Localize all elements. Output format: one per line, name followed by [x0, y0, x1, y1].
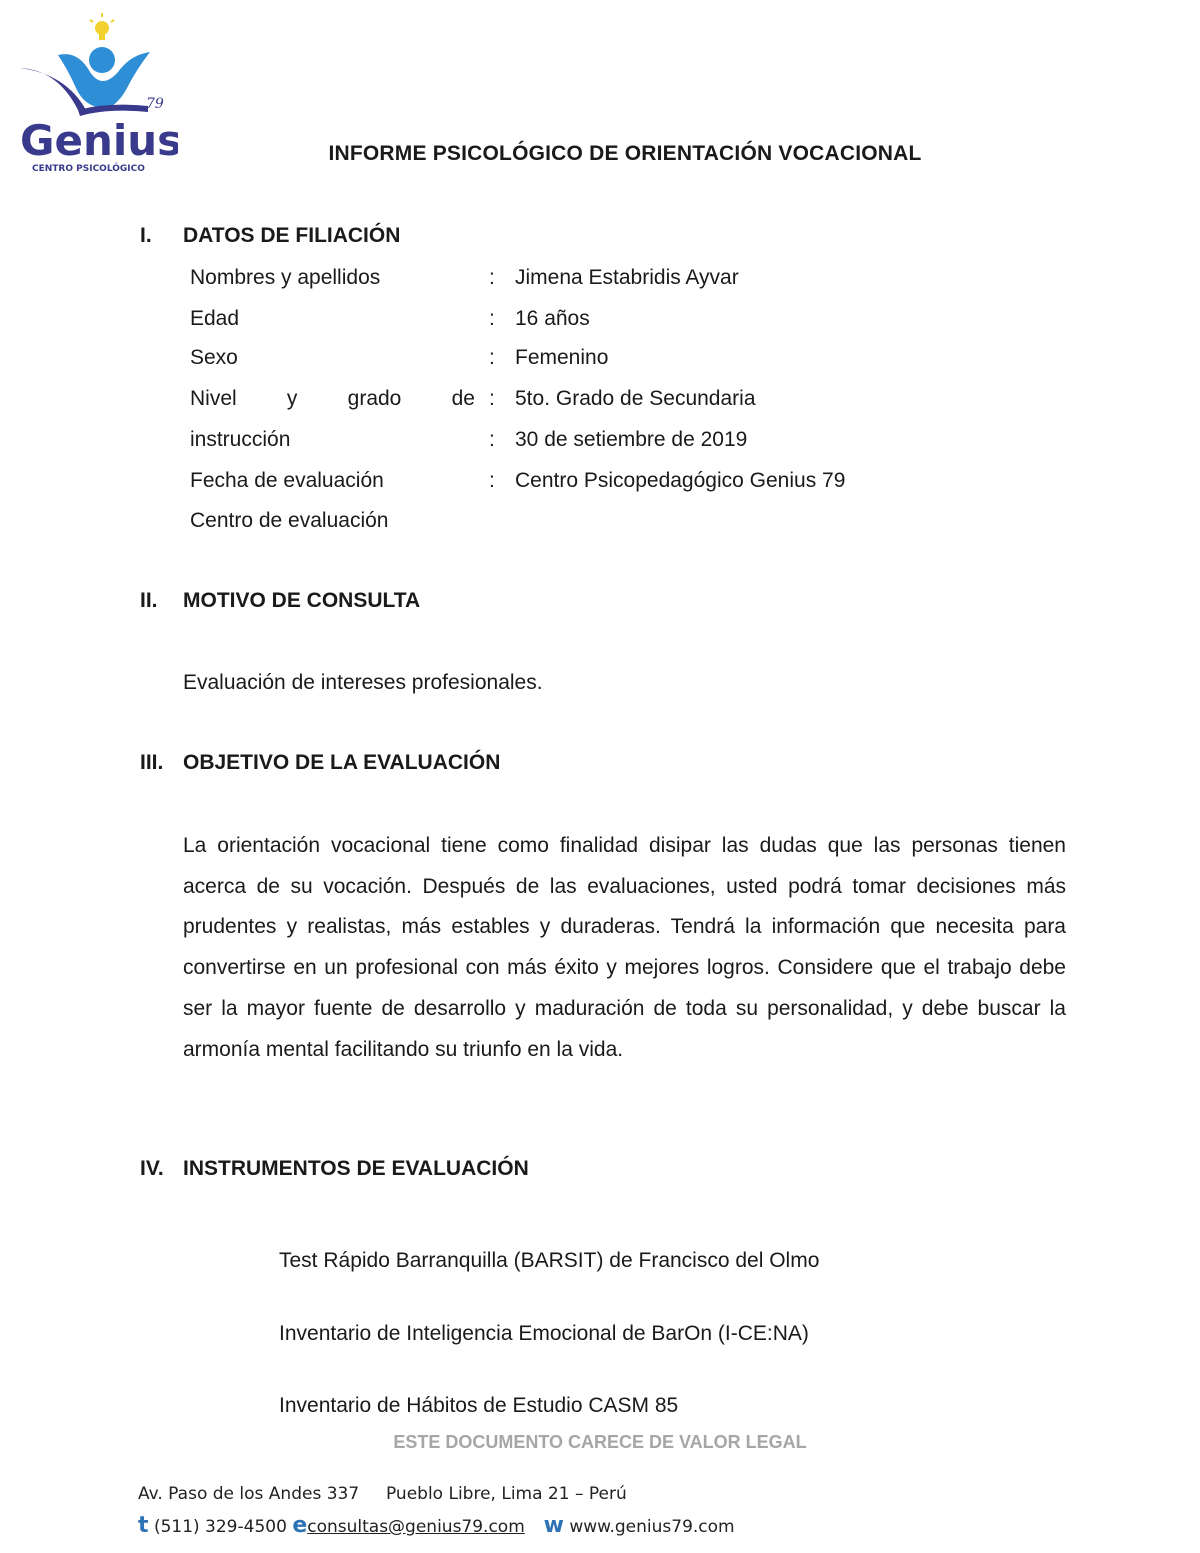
email-icon: e	[292, 1513, 308, 1538]
section-title: DATOS DE FILIACIÓN	[183, 224, 401, 247]
nivel-label	[190, 387, 475, 411]
svg-text:CENTRO PSICOLÓGICO: CENTRO PSICOLÓGICO	[32, 164, 145, 174]
instruccion-value: 30 de setiembre de 2019	[515, 428, 748, 451]
document-title: INFORME PSICOLÓGICO DE ORIENTACIÓN VOCACIONAL	[328, 142, 922, 165]
instrumento-item: Test Rápido Barranquilla (BARSIT) de Francisco del Olmo	[279, 1249, 820, 1272]
nivel-word: y	[286, 387, 298, 410]
nivel-word: Nivel	[190, 387, 237, 410]
edad-label: Edad	[190, 307, 240, 330]
section-heading-1	[140, 224, 400, 248]
section-title: INSTRUMENTOS DE EVALUACIÓN	[183, 1157, 529, 1180]
sexo-label: Sexo	[190, 346, 238, 369]
colon: :	[489, 387, 495, 410]
web-icon: w	[543, 1513, 564, 1538]
watermark-text: ESTE DOCUMENTO CARECE DE VALOR LEGAL	[393, 1432, 807, 1452]
phone-text: (511) 329-4500	[153, 1517, 287, 1537]
city-text: Pueblo Libre, Lima 21 – Perú	[385, 1484, 627, 1504]
svg-text:Genius: Genius	[20, 116, 178, 165]
colon: :	[489, 469, 495, 492]
address-text: Av. Paso de los Andes 337	[138, 1484, 360, 1504]
section-number: IV.	[140, 1157, 164, 1180]
section-title: MOTIVO DE CONSULTA	[183, 589, 421, 612]
nivel-value: 5to. Grado de Secundaria	[515, 387, 756, 410]
instrumento-item: Inventario de Inteligencia Emocional de BarOn (I-CE:NA)	[279, 1322, 809, 1345]
footer-address	[138, 1484, 627, 1504]
section-heading-4	[140, 1157, 529, 1181]
colon: :	[489, 428, 495, 451]
colon: :	[489, 266, 495, 289]
lightbulb-icon	[90, 13, 114, 40]
web-link[interactable]: www.genius79.com	[569, 1517, 735, 1537]
centro-label: Centro de evaluación	[190, 509, 389, 532]
instruccion-label: instrucción	[190, 428, 291, 451]
fecha-label: Fecha de evaluación	[190, 469, 384, 492]
nivel-word: grado	[347, 387, 402, 410]
nivel-word: de	[451, 387, 475, 410]
footer-contacts	[138, 1513, 735, 1538]
section-number: I.	[140, 224, 152, 247]
nombres-value: Jimena Estabridis Ayvar	[515, 266, 739, 289]
section-title: OBJETIVO DE LA EVALUACIÓN	[183, 751, 501, 774]
sexo-value: Femenino	[515, 346, 609, 369]
phone-icon: t	[138, 1513, 149, 1538]
section-number: II.	[140, 589, 158, 612]
instrumento-item: Inventario de Hábitos de Estudio CASM 85	[279, 1394, 679, 1417]
svg-text:79: 79	[146, 96, 164, 112]
edad-value: 16 años	[515, 307, 590, 330]
colon: :	[489, 307, 495, 330]
section-number: III.	[140, 751, 164, 774]
objetivo-paragraph: La orientación vocacional tiene como finalidad disipar las dudas que las personas tienen acerca de su vocación. Después de las evaluaciones, usted podrá tomar decisiones más prudentes y realistas, más estables y duraderas. Tendrá la información que necesita para convertirse en un profesional con más éxito y mejores logros. Considere que el trabajo debe ser la mayor fuente de desarrollo y maduración de toda su personalidad, y debe buscar la armonía mental facilitando su triunfo en la vida.	[183, 834, 1066, 1061]
motivo-text: Evaluación de intereses profesionales.	[183, 671, 543, 694]
colon: :	[489, 346, 495, 369]
nombres-label: Nombres y apellidos	[190, 266, 381, 289]
section-heading-2	[140, 589, 420, 613]
section-heading-3	[140, 751, 500, 775]
fecha-value: Centro Psicopedagógico Genius 79	[515, 469, 846, 492]
email-link[interactable]: consultas@genius79.com	[307, 1517, 525, 1537]
